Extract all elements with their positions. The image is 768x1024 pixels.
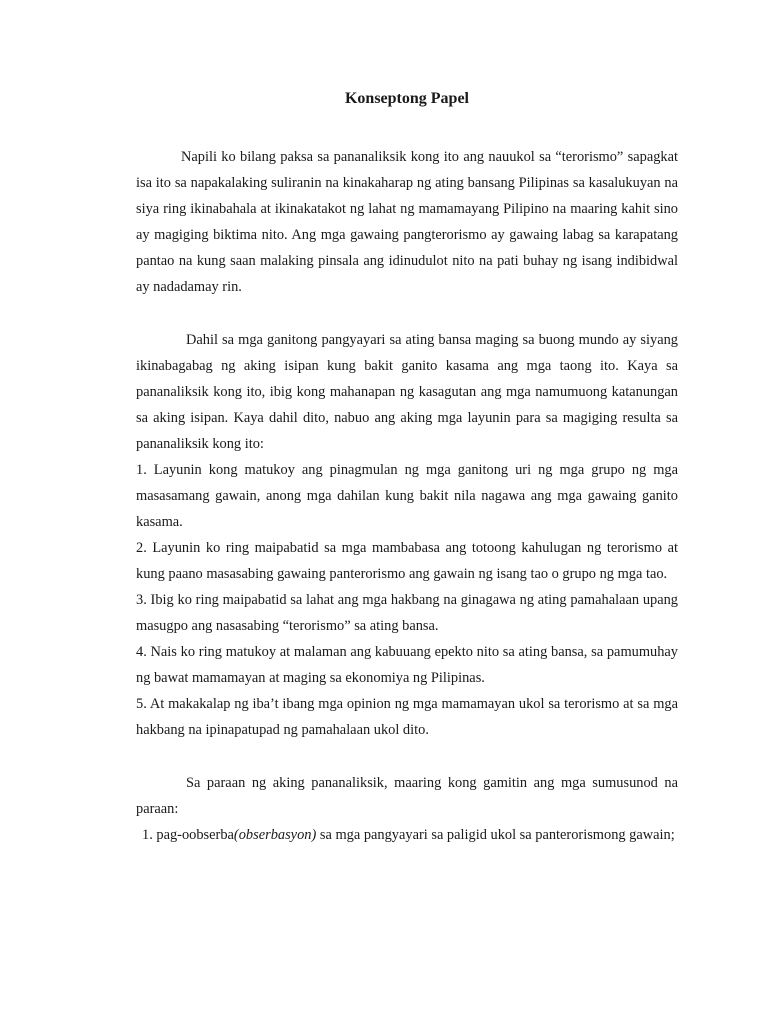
objective-item-2: 2. Layunin ko ring maipabatid sa mga mambabasa ang totoong kahulugan ng terorismo at kung paano masasabing gawaing panterorismo ang gawain ng isang tao o grupo ng mga tao. — [136, 540, 678, 582]
method-item-1-prefix: 1. pag-oobserba — [142, 827, 234, 843]
objective-item-4: 4. Nais ko ring matukoy at malaman ang kabuuang epekto nito sa ating bansa, sa pamumuhay ng bawat mamamayan at maging sa ekonomiya ng Pilipinas. — [136, 644, 678, 686]
paragraph-gap — [136, 300, 678, 327]
purpose-paragraph: Dahil sa mga ganitong pangyayari sa ating bansa maging sa buong mundo ay siyang ikinabagabag ng aking isipan kung bakit ganito kasama ang mga taong ito. Kaya sa pananaliksik kong ito, ibig kong mahanapan ng kasagutan ang mga namumuong katanungan sa aking isipan. Kaya dahil dito, nabuo ang aking mga layunin para sa magiging resulta sa pananaliksik kong ito: — [136, 332, 678, 452]
objective-item-3: 3. Ibig ko ring maipabatid sa lahat ang mga hakbang na ginagawa ng ating pamahalaan upang masugpo ang nasasabing “terorismo” sa ating bansa. — [136, 592, 678, 634]
document-title: Konseptong Papel — [344, 90, 469, 107]
objective-item-5: 5. At makakalap ng iba’t ibang mga opinion ng mga mamamayan ukol sa terorismo at sa mga hakbang na ipinapatupad ng pamahalaan ukol dito. — [136, 696, 678, 738]
method-item-1 — [136, 822, 678, 848]
objective-item-1: 1. Layunin kong matukoy ang pinagmulan ng mga ganitong uri ng mga grupo ng mga masasamang gawain, anong mga dahilan kung bakit nila nagawa ang mga gawaing ganito kasama. — [136, 462, 678, 530]
method-paragraph: Sa paraan ng aking pananaliksik, maaring kong gamitin ang mga sumusunod na paraan: — [136, 775, 678, 817]
method-item-1-italic: (obserbasyon) — [233, 827, 317, 843]
method-item-1-suffix: sa mga pangyayari sa paligid ukol sa panterorismong gawain; — [316, 827, 675, 843]
intro-paragraph: Napili ko bilang paksa sa pananaliksik kong ito ang nauukol sa “terorismo” sapagkat isa ito sa napakalaking suliranin na kinakaharap ng ating bansang Pilipinas sa kasalukuyan na siya ring ikinabahala at ikinakatakot ng lahat ng mamamayang Pilipino na maaring kahit sino ay magiging biktima nito. Ang mga gawaing pangterorismo ay gawaing labag sa karapatang pantao na kung saan malaking pinsala ang idinudulot nito na pati buhay ng isang indibidwal ay nadadamay rin. — [136, 149, 678, 295]
document-page — [136, 88, 678, 848]
paragraph-gap — [136, 743, 678, 770]
